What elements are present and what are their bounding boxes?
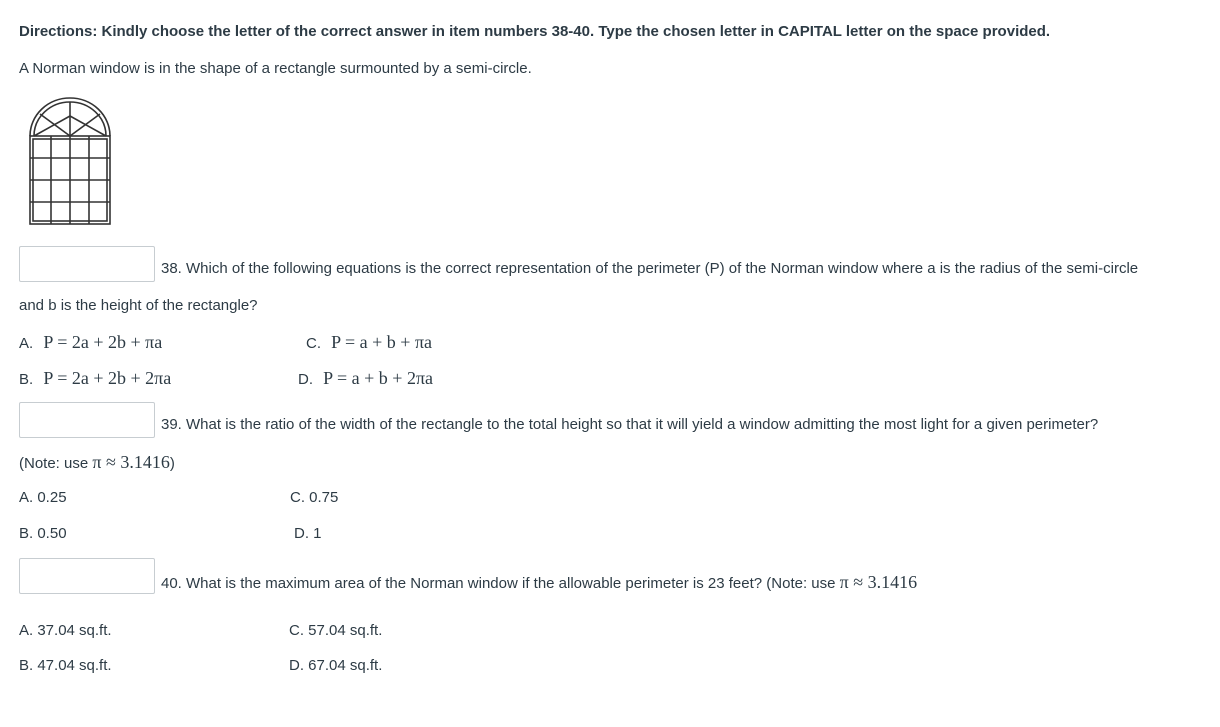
q38-choice-c-label: C. — [306, 335, 321, 352]
q38-choice-b — [19, 368, 171, 389]
q40-choice-c: C. 57.04 sq.ft. — [289, 622, 383, 639]
q39-choice-a: A. 0.25 — [19, 489, 67, 506]
norman-window-icon — [28, 96, 112, 226]
q38-question-line1: 38. Which of the following equations is the correct representation of the perimeter (P) of the Norman window where a is the radius of the semi-circle — [161, 260, 1139, 277]
q38-choice-a-math: P = 2a + 2b + πa — [43, 332, 163, 352]
q40-choice-d: D. 67.04 sq.ft. — [289, 657, 383, 674]
q39-note-math: π ≈ 3.1416 — [92, 452, 170, 472]
q39-choice-d: D. 1 — [294, 525, 322, 542]
q39-note-prefix: (Note: use — [19, 455, 89, 472]
q38-choice-b-math: P = 2a + 2b + 2πa — [43, 368, 172, 388]
q38-question-line2: and b is the height of the rectangle? — [19, 297, 258, 314]
q39-note — [19, 452, 175, 473]
q38-choice-d — [298, 368, 433, 389]
q40-question — [161, 572, 917, 593]
q40-choice-a: A. 37.04 sq.ft. — [19, 622, 112, 639]
q38-answer-input[interactable] — [19, 246, 155, 282]
q38-choice-d-math: P = a + b + 2πa — [323, 368, 434, 388]
q40-answer-input[interactable] — [19, 558, 155, 594]
q38-choice-c-math: P = a + b + πa — [331, 332, 433, 352]
directions-text: Directions: Kindly choose the letter of the correct answer in item numbers 38-40. Type the chosen letter in CAPITAL letter on the space provided. — [19, 23, 1051, 40]
q38-choice-b-label: B. — [19, 371, 34, 388]
q39-question: 39. What is the ratio of the width of the rectangle to the total height so that it will yield a window admitting the most light for a given perimeter? — [161, 416, 1099, 433]
q38-choice-c — [306, 332, 432, 353]
q40-question-math: π ≈ 3.1416 — [839, 572, 918, 592]
q40-question-text: 40. What is the maximum area of the Norman window if the allowable perimeter is 23 feet? (Note: use — [161, 575, 836, 592]
q38-choice-d-label: D. — [298, 371, 313, 388]
intro-text: A Norman window is in the shape of a rectangle surmounted by a semi-circle. — [19, 60, 532, 77]
q39-answer-input[interactable] — [19, 402, 155, 438]
q38-choice-a-label: A. — [19, 335, 34, 352]
q38-choice-a — [19, 332, 162, 353]
q39-choice-b: B. 0.50 — [19, 525, 67, 542]
q39-choice-c: C. 0.75 — [290, 489, 339, 506]
q39-note-suffix: ) — [169, 455, 175, 472]
q40-choice-b: B. 47.04 sq.ft. — [19, 657, 112, 674]
